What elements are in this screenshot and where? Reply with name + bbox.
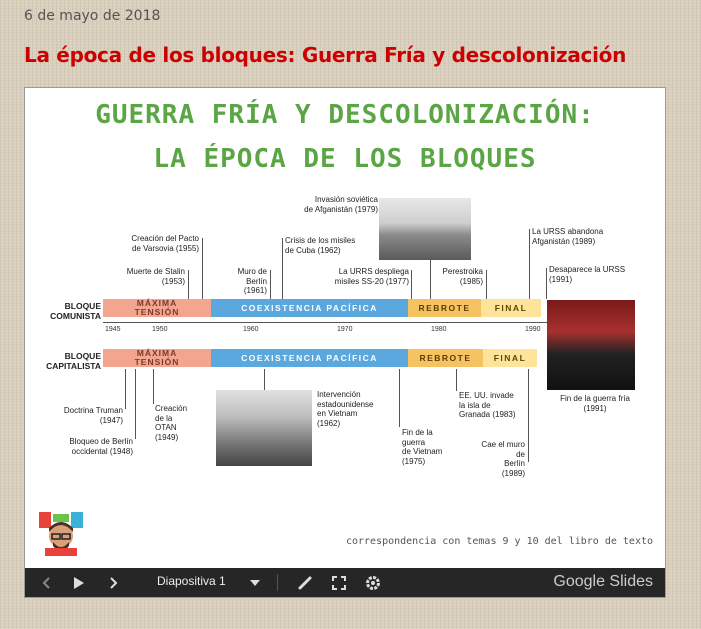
event-afghanistan-withdrawal: La URSS abandona Afganistán (1989) <box>532 227 604 246</box>
post-date: 6 de mayo de 2018 <box>24 8 161 24</box>
connector-line <box>546 268 547 299</box>
event-ss20: La URRS despliega misiles SS-20 (1977) <box>334 267 409 286</box>
fullscreen-button[interactable] <box>327 568 351 597</box>
connector-line <box>125 369 126 409</box>
fullscreen-icon <box>332 576 346 590</box>
chevron-right-icon <box>108 577 118 589</box>
afghanistan-photo <box>379 198 471 260</box>
play-icon <box>73 576 85 590</box>
slides-toolbar <box>25 568 665 597</box>
stage-coexistence: COEXISTENCIA PACÍFICA <box>211 299 408 317</box>
leaders-handshake-photo <box>547 300 635 390</box>
event-afghanistan: Invasión soviética de Afganistán (1979) <box>304 195 378 214</box>
google-slides-logo[interactable]: Google Slides <box>553 573 653 590</box>
slide-selector[interactable]: Diapositiva 1 <box>157 574 226 588</box>
connector-line <box>202 238 203 299</box>
year-tick: 1990 <box>525 326 541 333</box>
stage-final: FINAL <box>483 349 537 367</box>
slide-title-line1: GUERRA FRÍA Y DESCOLONIZACIÓN: <box>95 100 595 130</box>
connector-line <box>399 369 400 427</box>
event-cuba-crisis: Crisis de los misiles de Cuba (1962) <box>285 236 356 255</box>
connector-line <box>529 229 530 299</box>
event-grenada-invasion: EE. UU. invade la isla de Granada (1983) <box>459 391 516 419</box>
stage-coexistence: COEXISTENCIA PACÍFICA <box>211 349 408 367</box>
stage-rebrote: REBROTE <box>408 299 481 317</box>
stage-final: FINAL <box>481 299 541 317</box>
bloc-communist-label: BLOQUE COMUNISTA <box>50 301 101 321</box>
slides-embed <box>24 87 666 598</box>
event-vietnam-intervention: Intervención estadounidense en Vietnam (1962) <box>317 390 374 428</box>
event-berlin-wall: Muro de Berlín (1961) <box>237 267 267 295</box>
pen-icon <box>297 575 313 591</box>
timeline-axis <box>103 322 548 323</box>
stage-rebrote: REBROTE <box>408 349 483 367</box>
connector-line <box>264 369 265 390</box>
event-berlin-blockade: Bloqueo de Berlín occidental (1948) <box>69 437 133 456</box>
vietnam-photo <box>216 390 312 466</box>
event-ussr-dissolution: Desaparece la URSS (1991) <box>549 265 626 284</box>
connector-line <box>153 369 154 404</box>
settings-button[interactable] <box>361 568 385 597</box>
year-tick: 1960 <box>243 326 259 333</box>
event-truman-doctrine: Doctrina Truman (1947) <box>63 406 123 425</box>
caret-down-icon <box>250 580 260 586</box>
prev-slide-button[interactable] <box>33 568 61 597</box>
toolbar-divider <box>277 574 278 591</box>
post-title[interactable]: La época de los bloques: Guerra Fría y descolonización <box>24 43 627 67</box>
connector-line <box>430 260 431 299</box>
connector-line <box>188 270 189 299</box>
year-tick: 1950 <box>152 326 168 333</box>
connector-line <box>411 270 412 299</box>
slide-selector-dropdown[interactable] <box>245 568 265 597</box>
event-nato-creation: Creación de la OTAN (1949) <box>155 404 188 442</box>
connector-line <box>456 369 457 391</box>
connector-line <box>528 369 529 462</box>
bloc-capitalist-label: BLOQUE CAPITALISTA <box>46 351 101 371</box>
author-avatar <box>39 512 83 556</box>
connector-line <box>135 369 136 439</box>
connector-line <box>270 270 271 299</box>
laser-pointer-button[interactable] <box>293 568 317 597</box>
event-stalin-death: Muerte de Stalin (1953) <box>126 267 185 286</box>
event-cold-war-end: Fin de la guerra fría (1991) <box>560 394 630 413</box>
chevron-left-icon <box>42 577 52 589</box>
stage-max-tension: MÁXIMA TENSIÓN <box>103 349 211 367</box>
play-button[interactable] <box>65 568 93 597</box>
event-vietnam-end: Fin de la guerra de Vietnam (1975) <box>402 428 443 466</box>
year-tick: 1980 <box>431 326 447 333</box>
stage-max-tension: MÁXIMA TENSIÓN <box>103 299 211 317</box>
next-slide-button[interactable] <box>99 568 127 597</box>
connector-line <box>282 238 283 299</box>
connector-line <box>486 270 487 299</box>
slide-canvas[interactable] <box>25 88 665 568</box>
event-perestroika: Perestroika (1985) <box>442 267 483 286</box>
year-tick: 1970 <box>337 326 353 333</box>
slide-title-line2: LA ÉPOCA DE LOS BLOQUES <box>153 144 537 174</box>
slide-credit: correspondencia con temas 9 y 10 del libro de texto <box>345 536 653 547</box>
year-tick: 1945 <box>105 326 121 333</box>
event-warsaw-pact: Creación del Pacto de Varsovia (1955) <box>131 234 199 253</box>
event-berlin-wall-fall: Cae el muro de Berlín (1989) <box>481 440 525 478</box>
gear-icon <box>364 574 382 592</box>
